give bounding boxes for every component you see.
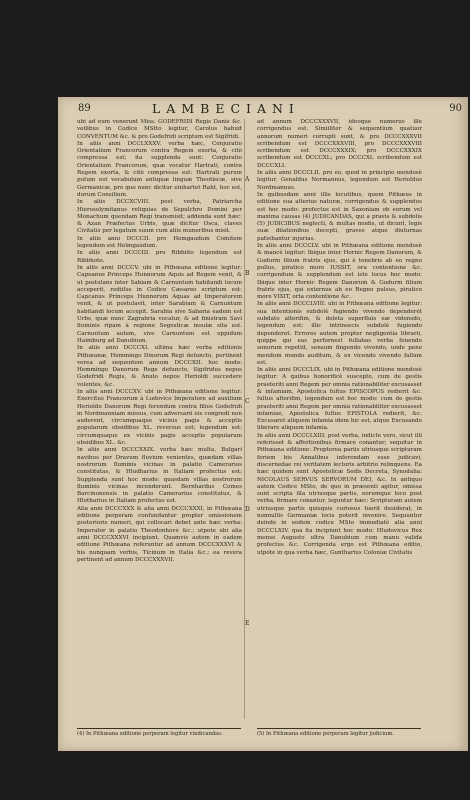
- page-header: [72, 103, 464, 119]
- paragraph: In aliis anni DCCCLIX. ubi in Pithœana editione mendosè legitur: A quibus honorificè suscepto, cum de gestis praeteriti anni Regem per omnia rationabiliter excusasset & infamiam, Apostolica fultus EPISCOPUS redierit &c. fultus alterifim, legendum est hoc modo: cum de gestis praeteriti anni Regem per omnia rationabiliter excusasset infamiae, Apostolica fultus EPISTOLA redierit, &c. Excusaret aliquem infamia idem hic est, atque Excusando liberare aliquem infamia.: [257, 367, 422, 432]
- footnote-rule-right: [257, 728, 421, 729]
- paragraph: Alia anni DCCCXXX & alia anni DCCCXXXI, in Pithœana editione perperam confundantur propter omissionem posterioris numeri, qui collocari debet ante hæc verba: Imperator in palatio Theodonhove &c.; utpote ubi alia anni DCCCXXXVI incipiunt. Quamvis autem in eadem editione Pithœana referuntur ad annum DCCCXXXVI & his nunquam verbis, Ticinum in Italia &c.; ea revera pertinent ad annum DCCCXXXVII.: [77, 505, 242, 563]
- paragraph: In aliis anni DCCCXI. ultima hæc verba editionis Pithœanæ, Hemmingo Dinorum Regi defuncto, pertinent verea ad sequentem annum DCCCXII. hoc modo: Hemmingo Danorum Rege defuncto, Sigifridus nepos Godefridi Regis, & Anulo nepos Herioldi succedere volentes, &c.: [77, 345, 242, 388]
- paragraph: In aliis anni DCCLXXXV. verba hæc, Conjuratio Orientalium Francorum contra Regem exorta, & citò compressa est; ita supplenda sunt: Conjuratio Orientalium Francorum, quæ vocatur Hartrati, contra Regem exorta, & citò compressa est: Hartrati purum putum est vocabulum antiquæ linguæ Theotiscæ, sive Germanicæ, pro quo nunc dicitur einhartet Raht, hoc est, durum Consilium.: [77, 140, 242, 198]
- running-head: LAMBECIANI: [152, 101, 300, 116]
- paragraph: In aliis anni DCCCLV. ubi in Pithœana editione mendosè & mancè legitur: Ibique inter Hornic Regem Danorum, & Gudurm filium fratris ejus, qui è tenebris ab eo regno pullus, piratico more IUSSIT, ora contentione &c. corrigendum & supplendum est iste locus hoc modo: Ibique inter Hornic Regem Danorum & Gudurm filium fratris ejus, qui externus ab eo Regno pulsus, piratico more VIXIT, orta contentione &c.: [257, 243, 422, 301]
- footnote-left: (4) In Pithœana editione perperam legitur vindicandas.: [77, 731, 223, 737]
- paragraph: In aliis anni DCCCXV. ubi in Pithœana editione legitur: Exercitus Francorum à Ludovico Imperatore ad auxilium Herioldo Danorum Regi ferendum contra filios Godefridi in Nordmanniam missus, cum adversarii eis congredi non auderent, circumquaque vicinis pagis & acceptis popularum obsidibus XL. reversus est; legendum est: circumquaque ex vicinis pagis acceptis popularum obsidibus XL. &c.: [77, 388, 242, 447]
- footnote-right: (5) In Pithœana editione perperam legitur judicium.: [257, 731, 394, 737]
- paragraph: In aliis anni DCCCLXIII. post verba, indicte vero, sicut illi referisset & affertionibus firmare conantur; sequitur in Pithœana editione: Propterea pariis utriusque scripturam feriem bis Annalibus inferendam esse judicavi, discernedae rei veritatem lectoris arbitrio relinquens. Ea hæc quidem sunt Apostolicæ Sedis Decreta, Synodalia: NICOLAUS SERVUS SERVORUM DEI, &c. In antiquo autem Codice MSto, de quo in præsenti agitur, omissa sunt scripta illa utriusque partis, eorumque loco post verba, firmare conantur, leguntur hæc: Scripturam autem utriusque partis quisquis curiosus fuerit desiderat, in nonnullis Germaniæ locis poterit invenire. Sequuntur deinde in eodem codice MSto immediatè alia anni DCCCLXIV. qua ita incipiunt hoc modo: Hludovicus Rex mense Augusto ultra Danubium cum manu valida profectus &c. Corrigenda ergo est Pithœana editio, utpote in qua verba hæc, Guntharius Coloniæ Civitatis: [257, 432, 422, 556]
- paragraph: In aliis anni DCCCLII. pro eo, quod in principio mendosè legitur, Genaldus Normannus, legendum est Herioldus Nordmannus.: [257, 170, 422, 191]
- paragraph: ad annum DCCCXXXVII, ideoque numerus ille corrigendus est. Simiiliter & sequentium quatuor annorum numeri corrupti sunt, & pro DCCCXXXVII scribendum est DCCCXXXVIII, pro DCCCXXXVIII scribendum est DCCCXXXIX; pro DCCCXXXIX scribendum est DCCCXL; pro DCCCXL scribendum est DCCCXLI.: [257, 119, 422, 169]
- paragraph: In aliis anni DCCCIII. pro Ribbiito legendum est Ribbhoto.: [77, 250, 242, 264]
- paragraph: In quibusdam anni illis locutibus, quem Pithœus in editione sua alterius naturæ, corrigendus & supplendus est hoc modo: profectus est in Saxoniam ob eorum vel maxima causas (4) JUDICANDAS, qui a pravis & subdolis (5) JUDICIBUS neglecti, & multas modis, ut dicunt, legis suæ dilationibus decepti, graves atque diuturnas patiebantur injurias.: [257, 191, 422, 242]
- paragraph: ubi ad eum venerunt Miss. GODEFRIDI Regis Danis &c. veilibus in Codice MStto legitur, Carolus habuit CONVENTUM &c. & pro Godefridi scriptum est Sigifridi.: [77, 119, 242, 140]
- margin-letter-b: B: [245, 270, 250, 277]
- margin-letter-a: A: [245, 176, 250, 183]
- margin-letter-c: C: [245, 398, 250, 405]
- right-column: [257, 119, 422, 557]
- margin-letter-e: E: [245, 620, 250, 627]
- paragraph: In aliis anni DCCCXXIX. verba hæc multa, Bulgari navibus per Dravum fluvium venientes, quædam villas nostrorum fluminis vicinas in palatio Camerarios constitutas, & Hludharius in Italiam profectus est; Supplenda sunt hoc modo: quasdam villas nostrorum fluminis vicinas incenderunt. Bernhardus Comes Barcinonensis in palatio Camerarius constitutus, & Hlotharius in Italiam profectus est.: [77, 447, 242, 505]
- page-number-left: 89: [78, 103, 91, 114]
- footnote-rule-left: [77, 728, 241, 729]
- margin-letter-d: D: [245, 506, 250, 513]
- column-divider: [244, 119, 245, 719]
- paragraph: In aliis anni DCCCLVIII. ubi in Pithœana editione legitur: sua intentionis subdolè fugiendo vivendo dependerét subdato alterifim, & deleta superfluis eæ vidensdo, legendum est: illic intrinsecis subdolè fugiendo dependeret. Errores autem propter negligentia librarii, quippe qui eas perfornest fullabas verba fenendo sonorum repetiit, sensum fingendo vivendo, unde pene mendum mundo auditum, & ex vicendo vivendo fallum est.: [257, 301, 422, 366]
- left-column: [77, 119, 242, 564]
- page-number-right: 90: [449, 103, 462, 114]
- paragraph: In aliis anni DCCCV. ubi in Pithœana editione legitur: Capeanus Princeps Hunnorum Aquis ad Regem venit, & ut postulans inter Sabiam & Carnuntum habitandi locum acceperit, rediiſse in Codice Cæsareo scriptum est: Capcanus Princeps Hunnorum Aquas ad Imperatorem venit, & ut postulavit, inter Sarabiam & Carnuntum habitandi locum accepit. Sarabia sive Sabaria eadem est Urbs, quæ nunc Zagrabria vocatur, & ad finistram Savi fluminis ripam à regione Segesticæ insulæ sita est. Carnuntum autem, sive Carnuntum est oppidum Haimburg ad Danubium.: [77, 264, 242, 344]
- paragraph: In aliis anni DCCCII. pro Hemgaudum Comitem legendum est Helmgaudum.: [77, 235, 242, 250]
- paragraph: In aliis DCCXCVIII. post verba, Patriarcha Hierosolymitanus reliquias de Sepulchro Domini per Monachum quendam Regi transmisit; addenda sunt hæc: & Azan Præfectus Urbis, quæ dicitur Osca, claves Civitatis per legatum suum cum aliis muneribus misit.: [77, 199, 242, 235]
